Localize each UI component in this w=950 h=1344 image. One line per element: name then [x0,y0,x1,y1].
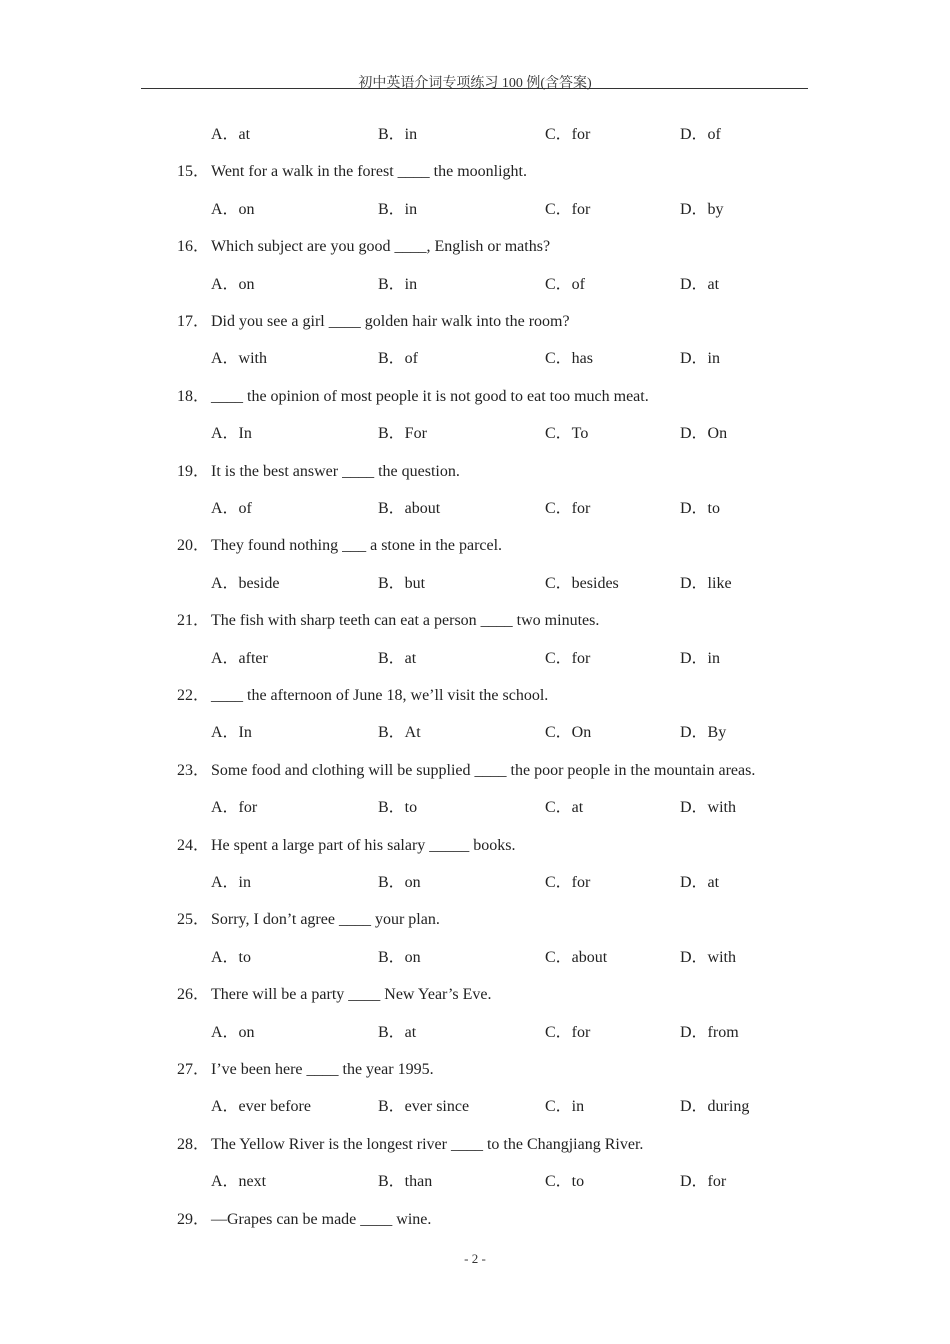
option-b: B．about [378,500,441,517]
option-b: B．in [378,276,418,293]
option-a: A．In [211,724,252,741]
option-b: B．but [378,575,426,592]
question-number: 17． [177,313,210,330]
option-a: A．with [211,350,268,367]
option-c: C．for [545,650,591,667]
option-b: B．at [378,650,417,667]
option-c: C．besides [545,575,619,592]
option-d: D．with [680,799,737,816]
question-text: Went for a walk in the forest ____ the moonlight. [211,163,527,180]
option-d: D．from [680,1024,739,1041]
option-d: D．at [680,874,720,891]
question-text: ____ the opinion of most people it is not good to eat too much meat. [211,388,649,405]
question-number: 29． [177,1211,210,1228]
question-text: ____ the afternoon of June 18, we’ll visit the school. [211,687,549,704]
option-c: C．To [545,425,589,442]
question-number: 28． [177,1136,210,1153]
option-d: D．by [680,201,724,218]
question-number: 19． [177,463,210,480]
question-text: The fish with sharp teeth can eat a person ____ two minutes. [211,612,600,629]
option-a: A．In [211,425,252,442]
option-d: D．during [680,1098,750,1115]
option-c: C．of [545,276,586,293]
option-c: C．for [545,874,591,891]
option-b: B．ever since [378,1098,470,1115]
question-text: Some food and clothing will be supplied ____ the poor people in the mountain areas. [211,762,756,779]
option-c: C．to [545,1173,585,1190]
option-d: D．On [680,425,728,442]
question-text: I’ve been here ____ the year 1995. [211,1061,434,1078]
option-a: A．ever before [211,1098,311,1115]
page-header-title: 初中英语介词专项练习 100 例(含答案) [358,76,592,91]
option-b: B．than [378,1173,433,1190]
header-rule [141,88,808,89]
option-a: A．on [211,201,255,218]
option-a: A．on [211,276,255,293]
question-number: 25． [177,911,210,928]
option-c: C．On [545,724,592,741]
option-c: C．for [545,201,591,218]
question-number: 24． [177,837,210,854]
question-number: 21． [177,612,210,629]
question-text: Did you see a girl ____ golden hair walk into the room? [211,313,570,330]
option-d: D．at [680,276,720,293]
option-b: B．on [378,874,421,891]
option-b: B．to [378,799,418,816]
option-a: A．of [211,500,252,517]
option-b: B．At [378,724,421,741]
question-number: 23． [177,762,210,779]
option-d: D．with [680,949,737,966]
option-b: B．in [378,201,418,218]
option-d: D．for [680,1173,727,1190]
option-c: C．for [545,1024,591,1041]
page-number: - 2 - [464,1251,486,1266]
question-number: 27． [177,1061,210,1078]
question-number: 26． [177,986,210,1003]
question-text: The Yellow River is the longest river ____ to the Changjiang River. [211,1136,644,1153]
option-c: C．has [545,350,594,367]
question-number: 16． [177,238,210,255]
question-text: Which subject are you good ____, English or maths? [211,238,551,255]
question-number: 18． [177,388,210,405]
option-a: A．at [211,126,251,143]
option-d: D．in [680,350,721,367]
question-text: He spent a large part of his salary _____ books. [211,837,516,854]
option-a: A．for [211,799,258,816]
question-text: They found nothing ___ a stone in the parcel. [211,537,503,554]
option-b: B．For [378,425,427,442]
option-b: B．at [378,1024,417,1041]
question-number: 15． [177,163,210,180]
option-a: A．to [211,949,252,966]
option-b: B．in [378,126,418,143]
question-text: Sorry, I don’t agree ____ your plan. [211,911,440,928]
question-text: There will be a party ____ New Year’s Eve. [211,986,492,1003]
option-d: D．of [680,126,721,143]
option-d: D．to [680,500,721,517]
question-number: 20． [177,537,210,554]
option-a: A．beside [211,575,280,592]
question-text: —Grapes can be made ____ wine. [211,1211,432,1228]
option-c: C．for [545,126,591,143]
option-a: A．on [211,1024,255,1041]
option-c: C．at [545,799,584,816]
option-c: C．for [545,500,591,517]
option-b: B．on [378,949,421,966]
option-a: A．in [211,874,252,891]
option-c: C．in [545,1098,585,1115]
option-d: D．By [680,724,727,741]
option-a: A．after [211,650,268,667]
option-a: A．next [211,1173,267,1190]
question-number: 22． [177,687,210,704]
option-c: C．about [545,949,608,966]
question-text: It is the best answer ____ the question. [211,463,460,480]
option-d: D．in [680,650,721,667]
option-b: B．of [378,350,419,367]
option-d: D．like [680,575,732,592]
